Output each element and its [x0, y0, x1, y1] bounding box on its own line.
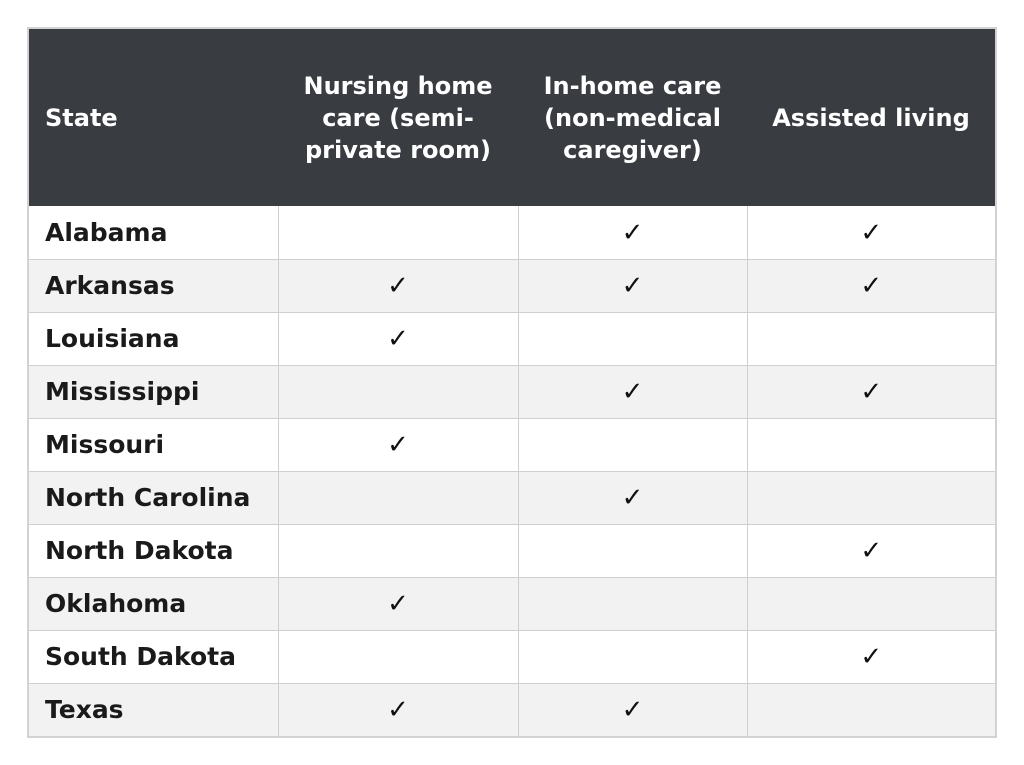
check-icon: ✓ — [621, 377, 644, 407]
column-header-in-home-care: In-home care (non-medical caregiver) — [518, 29, 747, 206]
nursing-home-cell — [278, 524, 518, 577]
care-coverage-table — [27, 27, 997, 738]
table-row — [29, 630, 995, 683]
table-row — [29, 524, 995, 577]
check-icon: ✓ — [621, 217, 644, 248]
nursing-home-cell — [278, 418, 518, 471]
check-icon: ✓ — [387, 695, 409, 726]
table-row — [29, 683, 995, 736]
check-icon: ✓ — [387, 430, 409, 460]
assisted-living-cell — [747, 577, 995, 630]
assisted-living-cell — [747, 524, 995, 577]
check-icon: ✓ — [621, 483, 644, 513]
state-name-cell: Alabama — [29, 206, 278, 259]
state-name-cell: South Dakota — [29, 630, 278, 683]
in-home-care-cell — [518, 683, 747, 736]
in-home-care-cell — [518, 577, 747, 630]
table-row — [29, 312, 995, 365]
check-icon: ✓ — [860, 536, 883, 566]
state-name-cell: Louisiana — [29, 312, 278, 365]
check-icon: ✓ — [860, 642, 883, 672]
in-home-care-cell — [518, 418, 747, 471]
column-header-nursing-home-care: Nursing home care (semi-private room) — [278, 29, 518, 206]
nursing-home-cell — [278, 471, 518, 524]
table-row — [29, 206, 995, 259]
state-name-cell: North Dakota — [29, 524, 278, 577]
data-table — [29, 29, 995, 736]
column-header-assisted-living: Assisted living — [747, 29, 995, 206]
assisted-living-cell — [747, 312, 995, 365]
nursing-home-cell — [278, 365, 518, 418]
table-row — [29, 418, 995, 471]
assisted-living-cell — [747, 206, 995, 259]
assisted-living-cell — [747, 683, 995, 736]
nursing-home-cell — [278, 683, 518, 736]
in-home-care-cell — [518, 365, 747, 418]
nursing-home-cell — [278, 577, 518, 630]
state-name-cell: Texas — [29, 683, 278, 736]
table-header — [29, 29, 995, 206]
in-home-care-cell — [518, 259, 747, 312]
nursing-home-cell — [278, 312, 518, 365]
assisted-living-cell — [747, 630, 995, 683]
in-home-care-cell — [518, 312, 747, 365]
check-icon: ✓ — [387, 271, 409, 301]
check-icon: ✓ — [621, 695, 644, 726]
nursing-home-cell — [278, 630, 518, 683]
state-name-cell: North Carolina — [29, 471, 278, 524]
table-row — [29, 577, 995, 630]
in-home-care-cell — [518, 524, 747, 577]
in-home-care-cell — [518, 471, 747, 524]
check-icon: ✓ — [860, 271, 883, 301]
check-icon: ✓ — [860, 377, 883, 407]
state-name-cell: Mississippi — [29, 365, 278, 418]
assisted-living-cell — [747, 259, 995, 312]
assisted-living-cell — [747, 471, 995, 524]
in-home-care-cell — [518, 630, 747, 683]
check-icon: ✓ — [387, 589, 409, 619]
check-icon: ✓ — [860, 217, 883, 248]
assisted-living-cell — [747, 418, 995, 471]
state-name-cell: Arkansas — [29, 259, 278, 312]
in-home-care-cell — [518, 206, 747, 259]
check-icon: ✓ — [621, 271, 644, 301]
table-body — [29, 206, 995, 736]
table-row — [29, 259, 995, 312]
table-row — [29, 471, 995, 524]
state-name-cell: Oklahoma — [29, 577, 278, 630]
table-row — [29, 365, 995, 418]
assisted-living-cell — [747, 365, 995, 418]
check-icon: ✓ — [387, 324, 409, 354]
column-header-state: State — [29, 29, 278, 206]
header-row — [29, 29, 995, 206]
nursing-home-cell — [278, 259, 518, 312]
state-name-cell: Missouri — [29, 418, 278, 471]
nursing-home-cell — [278, 206, 518, 259]
